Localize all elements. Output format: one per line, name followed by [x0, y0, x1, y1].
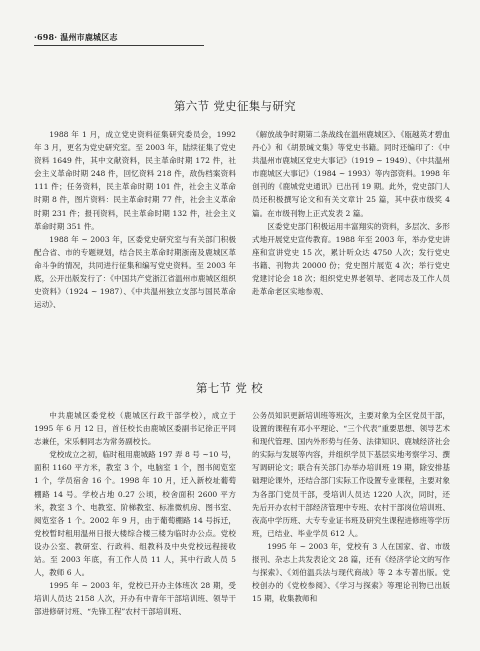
section-7-right-column: [252, 409, 450, 605]
section-7-left-column: [34, 409, 236, 619]
section-7-title: 第七节 党 校: [196, 381, 263, 395]
section-6-left-column: [34, 128, 236, 311]
section-7-paragraph-5: 1995 年 ~ 2003 年，党校有 3 人在国家、省、市级报刊、杂志上共发表论文 28 篇，还有《经济学论文的写作与探索》、《刘伯温兵法与现代商战》等 2 本专著出版。党校创办的《党校参阅》、《学习与探索》等理论刊物已出版 15 期，收集教师和: [252, 541, 450, 604]
section-6-right-column: [252, 128, 450, 298]
section-7-paragraph-3: 1995 年 ~ 2003 年，党校已开办主体班次 28 期，受培训人员达 2158 人次，开办有中青年干部培训班、领导干部进修研讨班、“先锋工程”农村干部培训班、: [34, 581, 236, 617]
section-6-title: 第六节 党史征集与研究: [174, 99, 296, 113]
section-7-paragraph-4: 公务员知识更新培训班等班次，主要对象为全区党员干部，设置的课程有邓小平理论、“三个代表”重要思想、领导艺术和现代管理、国内外形势与任务、法律知识、鹿城经济社会的实际与发展等内容，并组织学员下基层实地考察学习、撰写调研论文；联合有关部门办举办培训班 19 期，除安排基础理论课外，还结合部门实际工作设置专业课程，主要对象为各部门党员干部，受培训人员达 1220 人次，同时，还先后开办农村干部经济管理中专班、农村干部岗位培训班、夜高中学历班、大专专业证书班及研究生课程进修班等学历班，已结业、毕业学员 612 人。: [252, 411, 450, 538]
header-rule: [34, 45, 204, 46]
section-6-paragraph-2: 1988 年 ~ 2003 年，区委党史研究室与有关部门积极配合省、市的专题规划，结合民主革命时期浙南及鹿城区革命斗争的情况，共同进行征集和编写党史资料。至 2003 年底，公开出版发行了：《中国共产党浙江省温州市鹿城区组织史资料》（1924 ~ 1987）、《中共温州独立支部与国民革命运动》、: [34, 234, 236, 310]
section-6-paragraph-1: 1988 年 1 月，成立党史资料征集研究委员会，1992 年 3 月，更名为党史研究室。至 2003 年，陆续征集了党史资料 1649 件，其中文献资料，民主革命时期 172 件，社会主义革命时期 248 件，回忆资料 218 件，敌伪档案资料 111 件；任务资料，民主革命时期 101 件，社会主义革命时期 8 件，图片资料：民主革命时期 77 件，社会主义革命时期 231 件；报刊资料，民主革命时期 132 件，社会主义革命时期 351 件。: [34, 130, 236, 231]
section-6-paragraph-3: 《解放战争时期第二条战线在温州鹿城区》、《瓯越英才碧血丹心》和《胡景瑊文集》等党史书籍。同时还编印了：《中共温州市鹿城区党史大事记》（1919 ~ 1949）、《中共温州市鹿城区大事记》（1984 ~ 1993）等内部资料。1998 年创刊的《鹿城党史通讯》已出刊 19 期。此外，党史部门人员还积极撰写论文和有关文章计 25 篇，其中获市级奖 4 篇。在市级刊物上正式发表 2 篇。: [252, 130, 450, 218]
section-7-paragraph-1: 中共鹿城区委党校（鹿城区行政干部学校），成立于 1995 年 6 月 12 日，首任校长由鹿城区委副书记徐正平同志兼任，宋乐桐同志为常务副校长。: [34, 411, 236, 447]
running-header: ·698· 温州市鹿城区志: [34, 32, 118, 42]
section-7-paragraph-2: 党校成立之初，临时租用鹿城路 197 弄 8 号 ~10 号，面积 1160 平方米，教室 3 个，电脑室 1 个，图书阅览室 1 个，学员宿舍 16 个。1998 年 10 月，迁入新校址葡萄棚路 14 号。学校占地 0.27 公顷，校舍面积 2600 平方米，教室 3 个、电教室、阶梯教室、标准微机房、图书室、阅览室各 1 个。2002 年 9 月，由于葡萄棚路 14 号拆迁，党校暂时租用温州日报大楼综合楼三楼为临时办公点。党校设办公室、教研室、行政科、组教科及中央党校远程接收站。至 2003 年底，有工作人员 11 人，其中行政人员 5 人，教师 6 人。: [34, 450, 236, 578]
section-6-paragraph-4: 区委党史部门积极运用丰富翔实的资料，多层次、多形式地开展党史宣传教育。1988 年至 2003 年，举办党史讲座和宣讲党史 15 次，累计听众达 4750 人次；发行党史书籍、刊物共 20000 份；党史图片展览 4 次；举行党史党建讨论会 18 次；组织党史界老领导、老同志及工作人员赴革命老区实地参观、: [252, 221, 450, 297]
